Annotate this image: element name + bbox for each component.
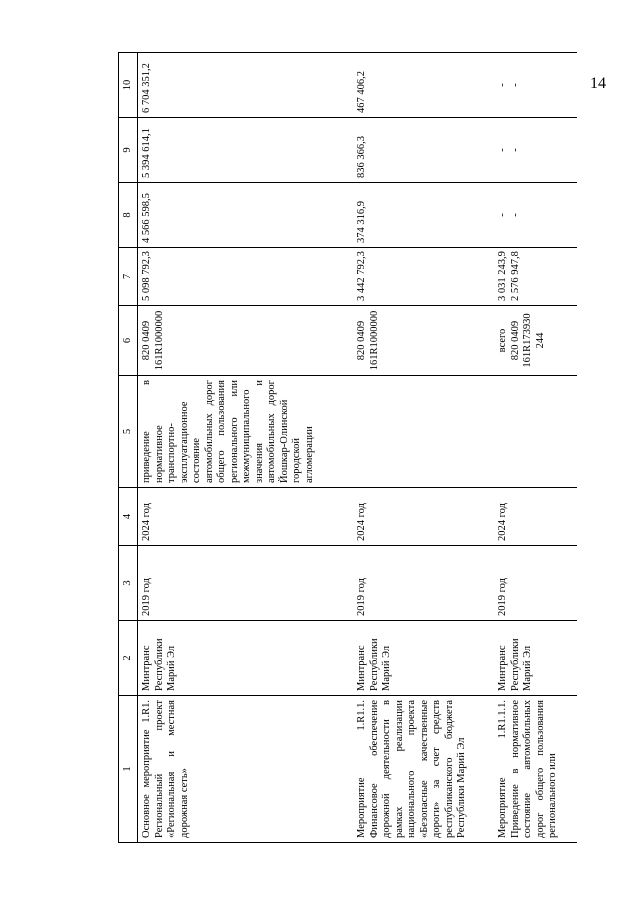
header-row xyxy=(119,53,138,843)
budget-code-line: 161R173930 xyxy=(522,313,533,368)
amount-line: - xyxy=(509,83,521,87)
column-header: 1 xyxy=(119,696,138,843)
amount-cell: 3 442 792,3 xyxy=(353,248,494,306)
amount-cell: 6 704 351,2 xyxy=(138,53,354,118)
amount-line: - xyxy=(497,148,508,152)
amount-line: - xyxy=(497,213,508,217)
rotated-table-frame xyxy=(118,53,588,843)
budget-code-line: 820 0409 xyxy=(509,320,521,361)
column-header: 6 xyxy=(119,306,138,376)
budget-code-line: 244 xyxy=(534,332,546,349)
expected-result-cell xyxy=(494,376,577,488)
activity-name-cell: Мероприятие 1.R1.1. Финансовое обеспечение дорожной деятельности в рамках реализации национального проекта «Безопасные качественные дороги» за счет средств республиканского бюджета Республики Марий Эл xyxy=(353,696,494,843)
activity-name-cell: Основное мероприятие 1.R1. Региональный проект «Региональная и местная дорожная сеть» xyxy=(138,696,354,843)
column-header: 3 xyxy=(119,546,138,621)
column-header: 7 xyxy=(119,248,138,306)
amount-cell: 374 316,9 xyxy=(353,183,494,248)
expected-result-cell: приведение в нормативное транспортно-эксплуатационное состояние автомобильных дорог общего пользования регионального или межмуниципального значения и автомобильных дорог Йошкар-Олинской городской агломерации xyxy=(138,376,354,488)
amount-cell: 4 566 598,5 xyxy=(138,183,354,248)
column-header: 8 xyxy=(119,183,138,248)
amount-cell: 836 366,3 xyxy=(353,118,494,183)
budget-code-line: 161R1000000 xyxy=(368,310,380,371)
amount-cell xyxy=(494,53,577,118)
amount-cell xyxy=(494,118,577,183)
program-table xyxy=(118,52,577,843)
amount-cell: 5 098 792,3 xyxy=(138,248,354,306)
budget-code-cell xyxy=(494,306,577,376)
start-year-cell: 2019 год xyxy=(138,546,354,621)
amount-cell xyxy=(494,183,577,248)
column-header: 5 xyxy=(119,376,138,488)
column-header: 10 xyxy=(119,53,138,118)
table-row xyxy=(353,53,494,843)
start-year-cell: 2019 год xyxy=(494,546,577,621)
budget-code-line: 161R1000000 xyxy=(153,310,165,371)
column-header: 9 xyxy=(119,118,138,183)
amount-cell: 5 394 614,1 xyxy=(138,118,354,183)
executor-cell: Минтранс Республики Марий Эл xyxy=(494,621,577,696)
start-year-cell: 2019 год xyxy=(353,546,494,621)
page-number: 14 xyxy=(590,75,606,92)
end-year-cell: 2024 год xyxy=(138,488,354,546)
table-row xyxy=(494,53,577,843)
end-year-cell: 2024 год xyxy=(353,488,494,546)
budget-code-line: всего xyxy=(497,328,508,353)
end-year-cell: 2024 год xyxy=(494,488,577,546)
budget-code-line: 820 0409 xyxy=(356,320,367,361)
budget-code-line: 820 0409 xyxy=(141,320,152,361)
amount-cell xyxy=(494,248,577,306)
executor-cell: Минтранс Республики Марий Эл xyxy=(138,621,354,696)
amount-line: - xyxy=(509,148,521,152)
amount-line: 2 576 947,8 xyxy=(509,251,521,301)
amount-line: 3 031 243,9 xyxy=(497,251,508,301)
activity-name-cell: Мероприятие 1.R1.1.1. Приведение в нормативное состояние автомобильных дорог общего пользования регионального или xyxy=(494,696,577,843)
budget-code-cell xyxy=(353,306,494,376)
column-header: 4 xyxy=(119,488,138,546)
budget-code-cell xyxy=(138,306,354,376)
table-row xyxy=(138,53,354,843)
executor-cell: Минтранс Республики Марий Эл xyxy=(353,621,494,696)
column-header: 2 xyxy=(119,621,138,696)
amount-line: - xyxy=(509,213,521,217)
amount-line: - xyxy=(497,83,508,87)
amount-cell: 467 406,2 xyxy=(353,53,494,118)
expected-result-cell xyxy=(353,376,494,488)
